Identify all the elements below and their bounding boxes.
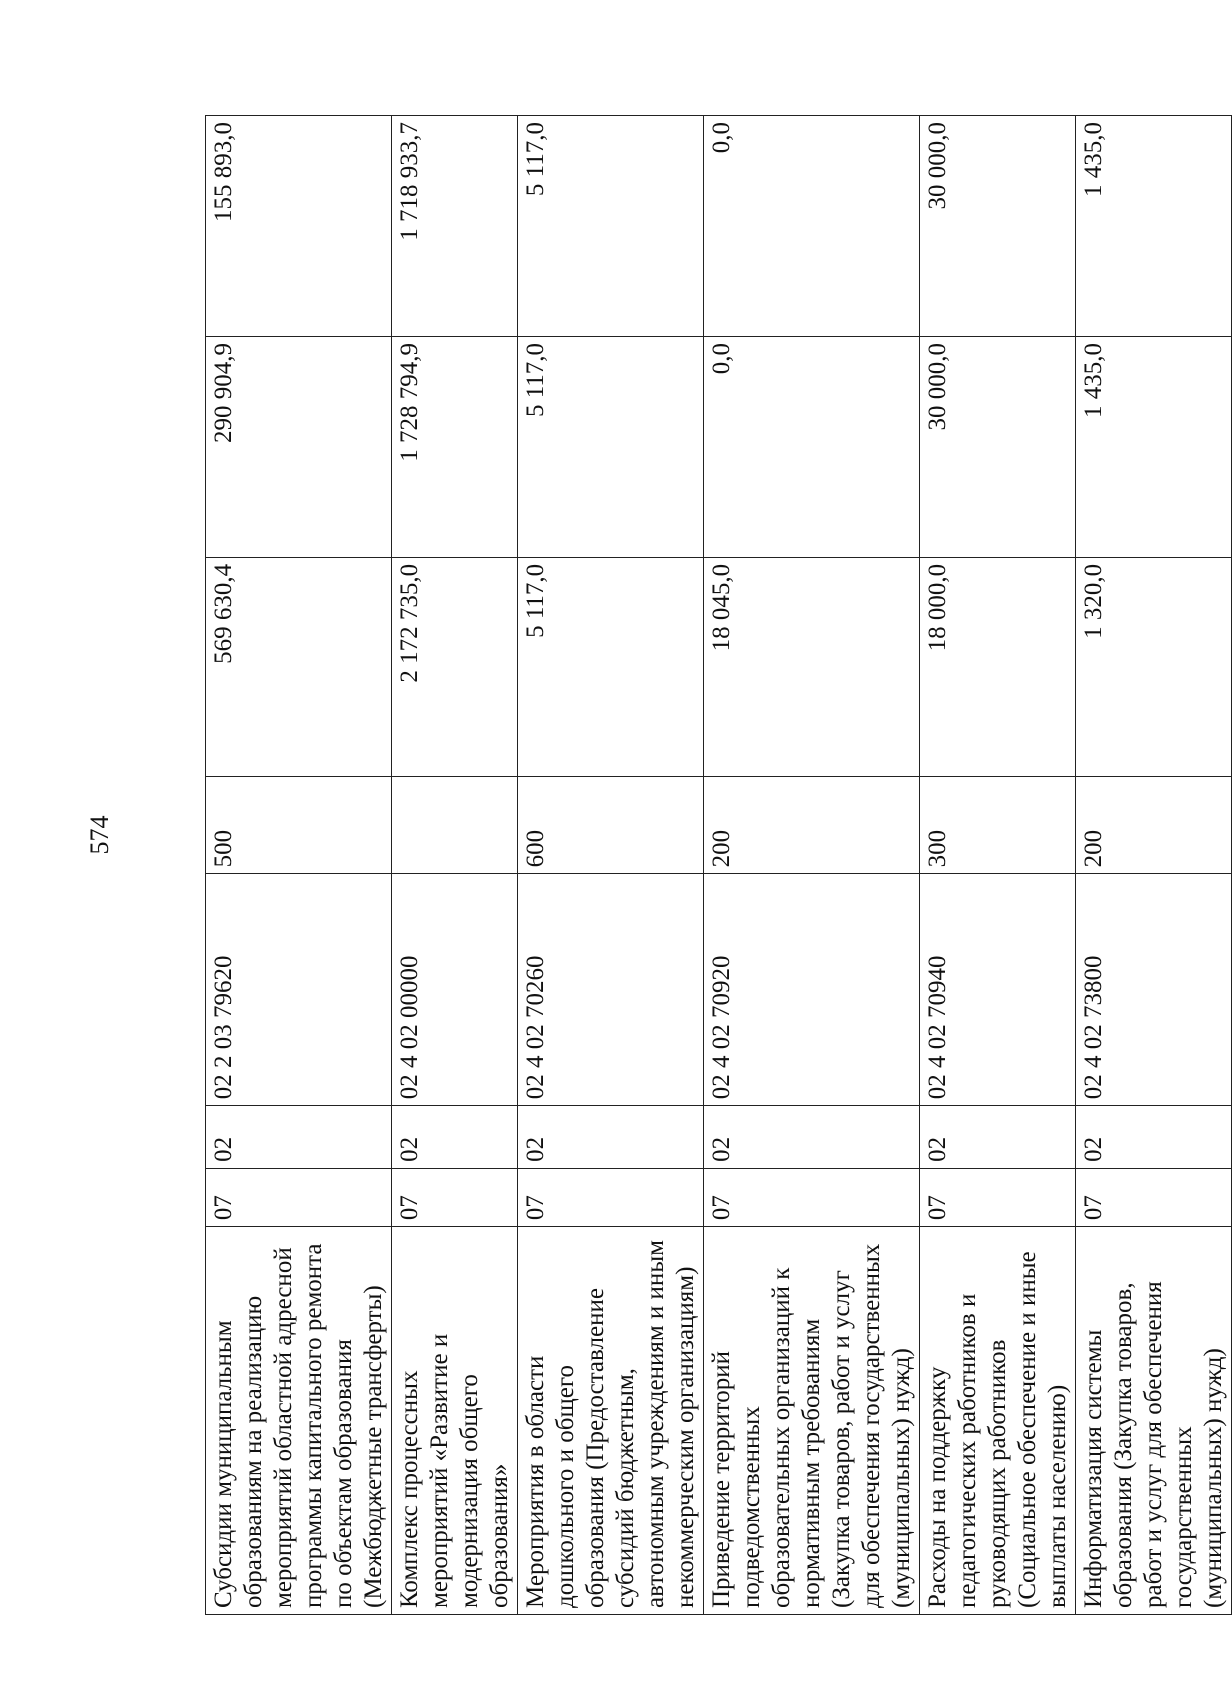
row-subsection: 02: [206, 1106, 392, 1169]
row-expense-type: 200: [1076, 776, 1232, 874]
row-amount-1: 569 630,4: [206, 557, 392, 776]
row-amount-3: 0,0: [704, 116, 920, 337]
row-subsection: 02: [518, 1106, 704, 1169]
row-amount-1: 5 117,0: [518, 557, 704, 776]
table-row: [206, 116, 392, 1615]
row-name: Расходы на поддержку педагогических работников и руководящих работников (Социальное обеспечение и иные выплаты населению): [920, 1227, 1076, 1615]
row-name: Субсидии муниципальным образованиям на реализацию мероприятий областной адресной программы капитального ремонта по объектам образования (Межбюджетные трансферты): [206, 1227, 392, 1615]
row-amount-2: 1 435,0: [1076, 336, 1232, 557]
table-row: [392, 116, 518, 1615]
row-amount-1: 2 172 735,0: [392, 557, 518, 776]
row-subsection: 02: [392, 1106, 518, 1169]
row-amount-2: 30 000,0: [920, 336, 1076, 557]
row-section: 07: [1076, 1168, 1232, 1226]
budget-table-container: [205, 115, 1227, 1615]
row-name: Приведение территорий подведомственных образовательных организаций к нормативным требованиям (Закупка товаров, работ и услуг для обеспечения государственных (муниципальных) нужд): [704, 1227, 920, 1615]
row-expense-type: 500: [206, 776, 392, 874]
row-section: 07: [206, 1168, 392, 1226]
row-amount-3: 1 718 933,7: [392, 116, 518, 337]
row-section: 07: [518, 1168, 704, 1226]
row-name: Комплекс процессных мероприятий «Развитие и модернизация общего образования»: [392, 1227, 518, 1615]
row-amount-1: 18 045,0: [704, 557, 920, 776]
table-row: [518, 116, 704, 1615]
row-amount-3: 5 117,0: [518, 116, 704, 337]
row-section: 07: [392, 1168, 518, 1226]
budget-table: [205, 115, 1232, 1615]
row-expense-type: [392, 776, 518, 874]
row-target-article: 02 4 02 00000: [392, 874, 518, 1106]
table-row: [920, 116, 1076, 1615]
row-expense-type: 600: [518, 776, 704, 874]
row-target-article: 02 4 02 70920: [704, 874, 920, 1106]
row-expense-type: 300: [920, 776, 1076, 874]
table-row: [704, 116, 920, 1615]
row-name: Информатизация системы образования (Закупка товаров, работ и услуг для обеспечения государственных (муниципальных) нужд): [1076, 1227, 1232, 1615]
row-subsection: 02: [920, 1106, 1076, 1169]
row-amount-3: 155 893,0: [206, 116, 392, 337]
page-number: 574: [85, 815, 114, 855]
row-target-article: 02 4 02 73800: [1076, 874, 1232, 1106]
row-amount-2: 5 117,0: [518, 336, 704, 557]
row-target-article: 02 4 02 70260: [518, 874, 704, 1106]
row-amount-3: 30 000,0: [920, 116, 1076, 337]
row-subsection: 02: [1076, 1106, 1232, 1169]
row-amount-1: 18 000,0: [920, 557, 1076, 776]
row-amount-1: 1 320,0: [1076, 557, 1232, 776]
row-amount-2: 290 904,9: [206, 336, 392, 557]
row-amount-3: 1 435,0: [1076, 116, 1232, 337]
row-name: Мероприятия в области дошкольного и общего образования (Предоставление субсидий бюджетным, автономным учреждениям и иным некоммерческим организациям): [518, 1227, 704, 1615]
row-section: 07: [704, 1168, 920, 1226]
row-expense-type: 200: [704, 776, 920, 874]
table-row: [1076, 116, 1232, 1615]
row-target-article: 02 4 02 70940: [920, 874, 1076, 1106]
row-subsection: 02: [704, 1106, 920, 1169]
row-amount-2: 1 728 794,9: [392, 336, 518, 557]
row-amount-2: 0,0: [704, 336, 920, 557]
row-section: 07: [920, 1168, 1076, 1226]
row-target-article: 02 2 03 79620: [206, 874, 392, 1106]
